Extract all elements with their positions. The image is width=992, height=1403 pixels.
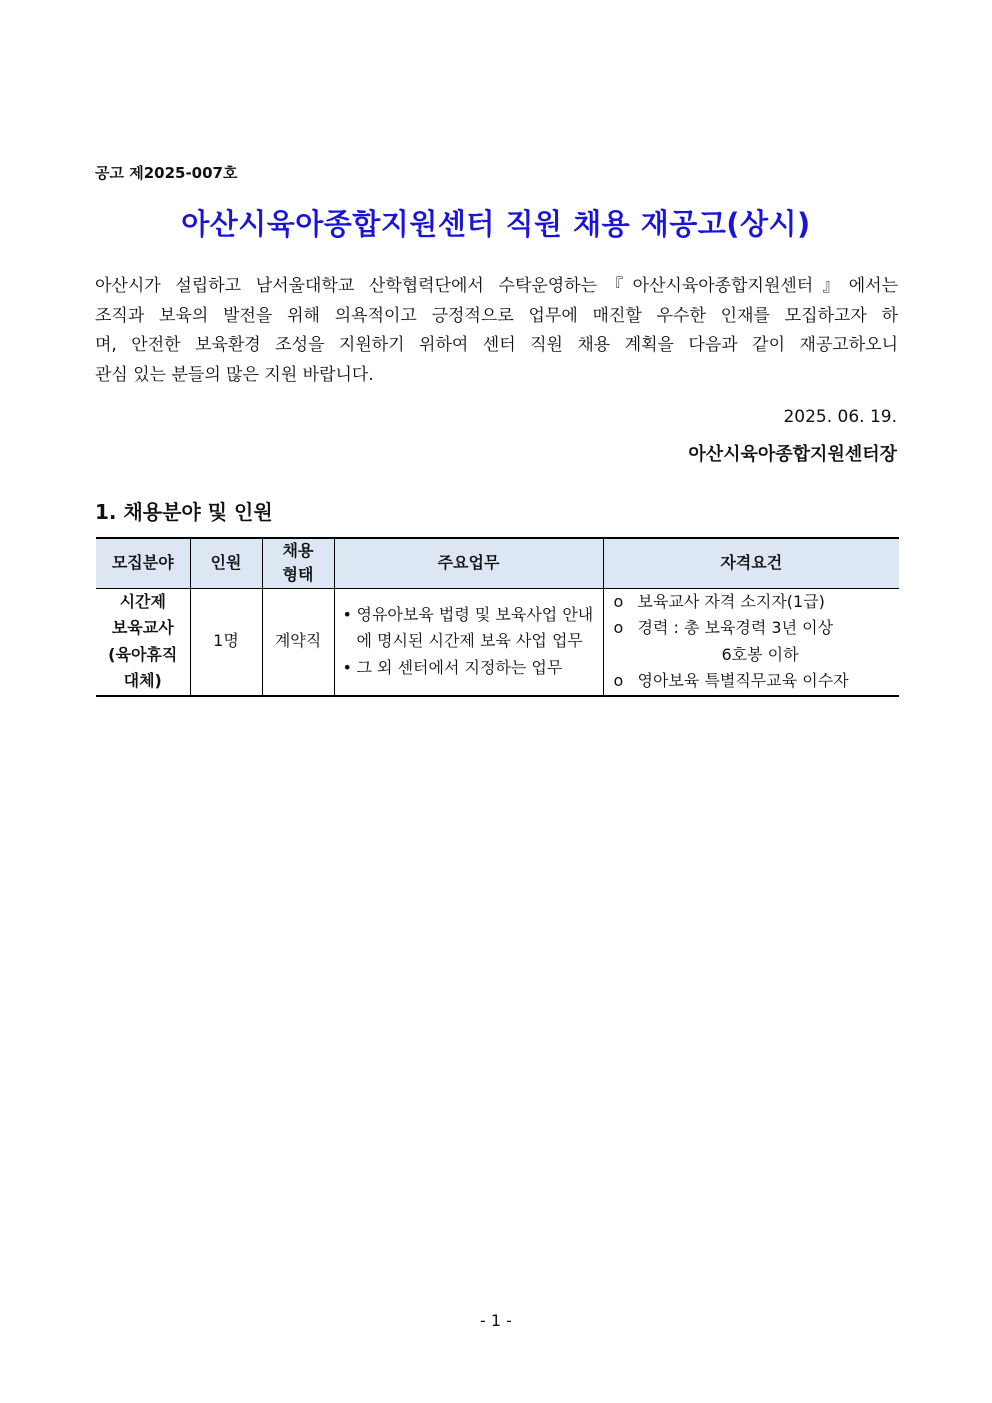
intro-line: 며, 안전한 보육환경 조성을 지원하기 위하여 센터 직원 채용 계획을 다음과 같이 재공고하오니	[95, 335, 898, 355]
announcement-date: 2025. 06. 19.	[783, 407, 897, 427]
cell-duties	[334, 588, 603, 696]
cell-count: 1명	[190, 588, 262, 696]
duty-item: • 영유아보육 법령 및 보육사업 안내에 명시된 시간제 보육 사업 업무	[341, 602, 597, 655]
document-title: 아산시육아종합지원센터 직원 채용 재공고(상시)	[181, 207, 811, 241]
section-title: 1. 채용분야 및 인원	[95, 500, 273, 524]
field-line: 대체)	[123, 671, 162, 690]
header-count: 인원	[190, 538, 262, 588]
intro-paragraph	[95, 272, 898, 390]
header-field: 모집분야	[96, 538, 190, 588]
requirements-list	[604, 589, 900, 695]
header-requirements: 자격요건	[603, 538, 899, 588]
duties-list	[335, 602, 603, 682]
requirement-subtext: 6호봉 이하	[721, 644, 799, 664]
field-line: 보육교사	[111, 618, 174, 637]
requirement-item: o 보육교사 자격 소지자(1급)	[612, 589, 896, 616]
duty-item: • 그 외 센터에서 지정하는 업무	[341, 655, 597, 682]
intro-line: 관심 있는 분들의 많은 지원 바랍니다.	[95, 364, 374, 385]
table-header-row	[96, 538, 899, 588]
requirement-item: o 영아보육 특별직무교육 이수자	[612, 668, 896, 695]
recruitment-table	[96, 537, 899, 697]
intro-line: 아산시가 설립하고 남서울대학교 산학협력단에서 수탁운영하는『아산시육아종합지원센터』에서는	[95, 276, 898, 296]
requirement-item	[612, 615, 896, 668]
header-duties: 주요업무	[334, 538, 603, 588]
cell-type: 계약직	[262, 588, 334, 696]
page-number: - 1 -	[480, 1311, 512, 1330]
signer: 아산시육아종합지원센터장	[688, 444, 897, 465]
intro-line: 조직과 보육의 발전을 위해 의욕적이고 긍정적으로 업무에 매진할 우수한 인재를 모집하고자 하	[95, 305, 898, 326]
notice-number: 공고 제2025-007호	[95, 164, 238, 182]
header-type	[262, 538, 334, 588]
field-line: (육아휴직	[108, 644, 178, 664]
header-type-line: 형태	[282, 565, 314, 585]
cell-requirements	[603, 588, 899, 696]
field-line: 시간제	[119, 591, 166, 611]
table-row	[96, 588, 899, 696]
cell-field	[96, 588, 190, 696]
requirement-text: 경력 : 총 보육경력 3년 이상	[637, 618, 834, 637]
header-type-line: 채용	[282, 541, 314, 561]
